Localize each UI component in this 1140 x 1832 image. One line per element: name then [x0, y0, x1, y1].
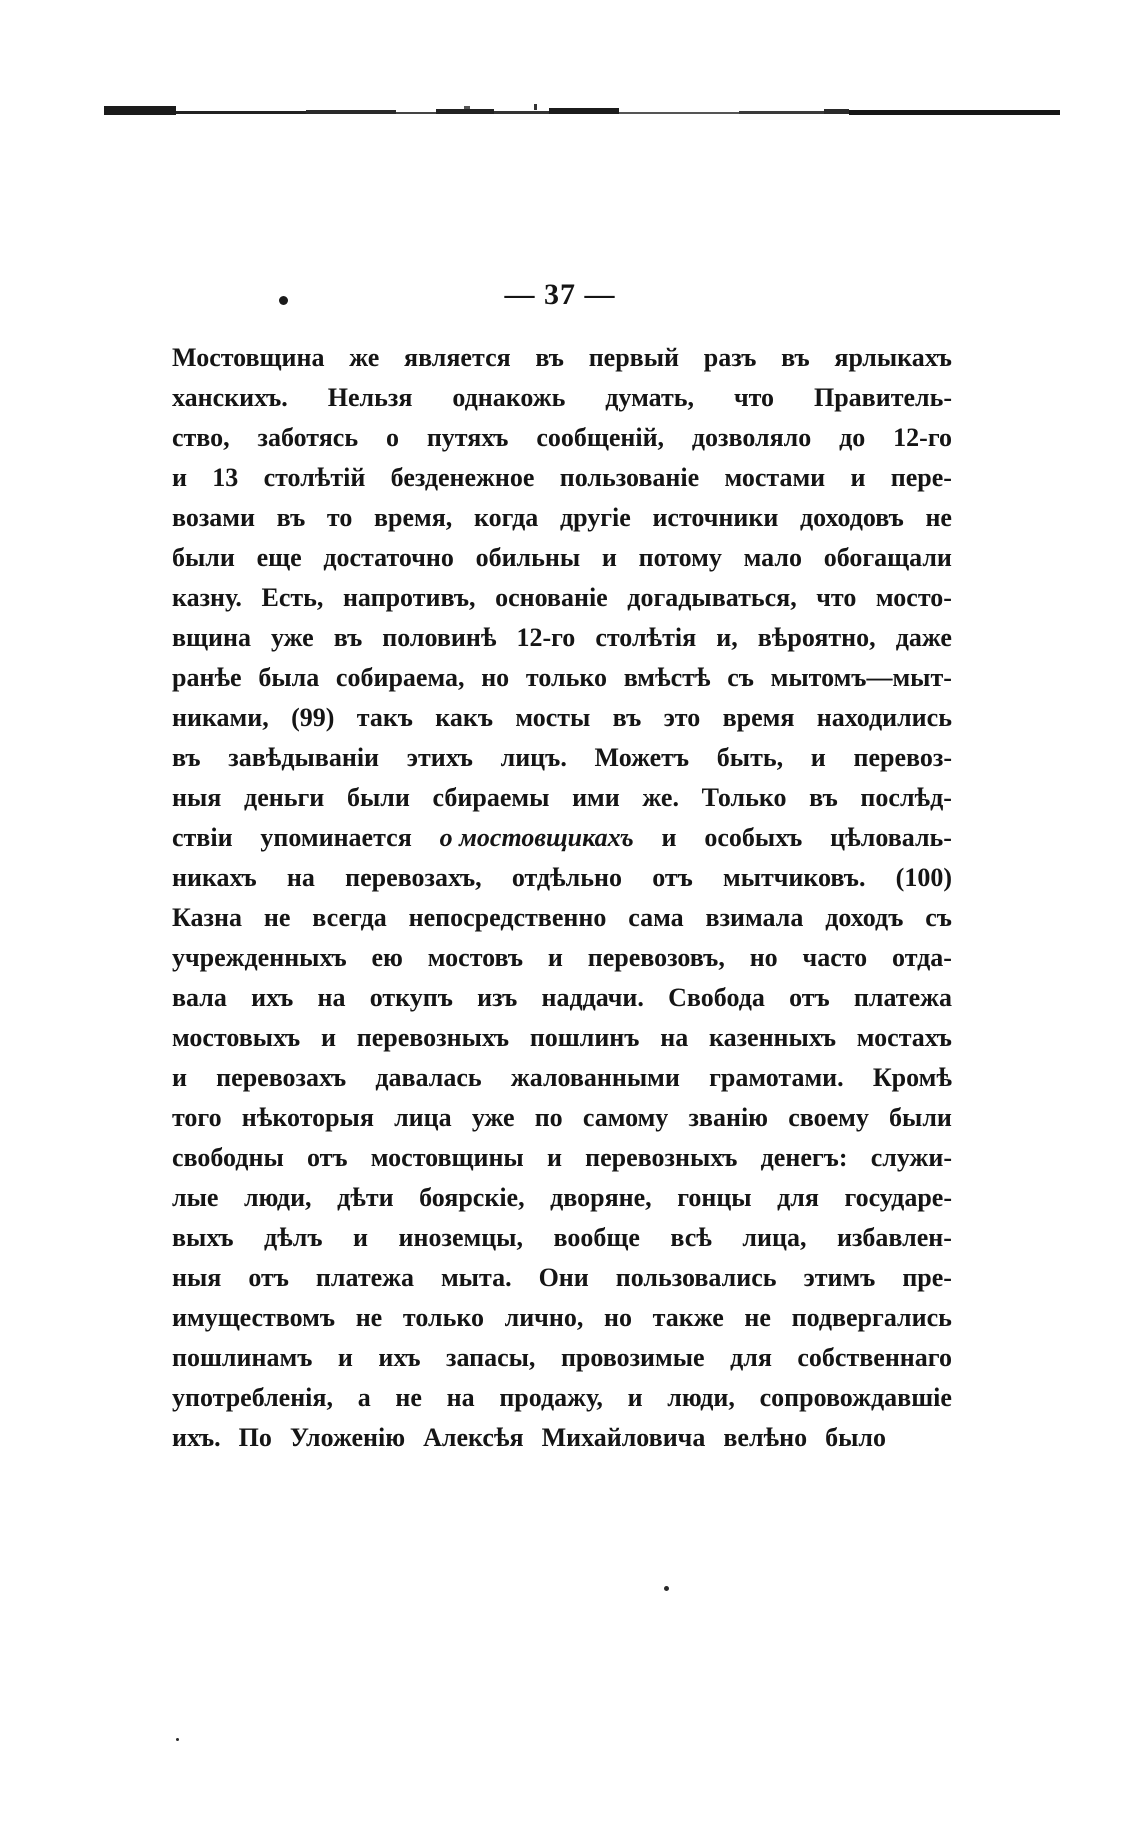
body-text — [172, 338, 952, 1458]
text-line — [172, 1178, 952, 1218]
word: о — [385, 423, 399, 452]
word: основаніе — [495, 583, 608, 612]
word: и — [850, 463, 866, 492]
word: для — [777, 1183, 819, 1212]
word: Мостовщина — [172, 343, 325, 372]
word: своему — [788, 1103, 869, 1132]
word: Михайловича — [541, 1423, 706, 1452]
word: жалованными — [510, 1063, 680, 1092]
word: грамотами. — [709, 1063, 844, 1092]
word: и — [546, 1143, 562, 1172]
scan-speck — [664, 1586, 669, 1591]
word: непосредственно — [408, 903, 607, 932]
word: (99) — [291, 703, 335, 732]
word: свободны — [172, 1143, 284, 1172]
word: ныя — [172, 1263, 222, 1292]
word: до — [839, 423, 866, 452]
word: и — [661, 823, 677, 852]
word: съ — [727, 663, 754, 692]
word: дѣлъ — [264, 1223, 323, 1252]
word: платежа — [853, 983, 952, 1012]
word: мыта. — [440, 1263, 512, 1292]
word: уже — [471, 1103, 515, 1132]
word: цѣловаль- — [830, 823, 952, 852]
word: учрежденныхъ — [172, 943, 347, 972]
word: не — [355, 1303, 383, 1332]
word: послѣд- — [860, 783, 952, 812]
word: Свобода — [668, 983, 765, 1012]
word: является — [404, 343, 511, 372]
word: ханскихъ. — [172, 383, 288, 412]
word: званію — [688, 1103, 769, 1132]
word: вѣроятно, — [757, 623, 876, 652]
word: сообщеній, — [536, 423, 665, 452]
word: обильны — [475, 543, 581, 572]
word: лицъ. — [500, 743, 567, 772]
word: и — [601, 543, 617, 572]
word: 13 — [212, 463, 239, 492]
word: отдѣльно — [511, 863, 622, 892]
page-header — [0, 270, 1140, 320]
word: въ — [276, 503, 306, 532]
word: на — [286, 863, 315, 892]
word: и — [172, 463, 187, 492]
word: перевозовъ, — [587, 943, 725, 972]
word: ярлыкахъ — [834, 343, 952, 372]
word: мосто- — [875, 583, 952, 612]
text-line — [172, 618, 952, 658]
word: люди, — [667, 1383, 735, 1412]
word: по — [534, 1103, 563, 1132]
word: и, — [716, 623, 738, 652]
text-line — [172, 1138, 952, 1178]
word: пользовались — [615, 1263, 777, 1292]
word: подвергались — [791, 1303, 952, 1332]
word: время — [722, 703, 795, 732]
scan-speck — [176, 1738, 179, 1741]
word: 12-го — [516, 623, 576, 652]
word: люди, — [243, 1183, 312, 1212]
word: деньги — [244, 783, 325, 812]
word: избавлен- — [837, 1223, 952, 1252]
word: достаточно — [323, 543, 454, 572]
word: и — [547, 943, 563, 972]
text-line — [172, 658, 952, 698]
word: столѣтій — [263, 463, 366, 492]
word: сопровождавшіе — [759, 1383, 952, 1412]
word: Кромѣ — [872, 1063, 952, 1092]
word: Правитель- — [813, 383, 952, 412]
word: же — [349, 343, 380, 372]
word: даже — [895, 623, 952, 652]
word: имуществомъ — [172, 1303, 336, 1332]
text-line — [172, 1258, 952, 1298]
word: не — [263, 903, 291, 932]
word: 12-го — [893, 423, 952, 452]
word: вала — [172, 983, 227, 1012]
word: дворяне, — [550, 1183, 652, 1212]
word: этимъ — [803, 1263, 876, 1292]
word: но — [481, 663, 510, 692]
word: всегда — [312, 903, 387, 932]
text-line — [172, 738, 952, 778]
word: никахъ — [172, 863, 257, 892]
word: а — [357, 1383, 371, 1412]
word: была — [258, 663, 320, 692]
word: что — [816, 583, 857, 612]
text-line — [172, 538, 952, 578]
word: отъ — [789, 983, 830, 1012]
text-line — [172, 1298, 952, 1338]
word: ныя — [172, 783, 222, 812]
top-border-rule — [104, 104, 1060, 118]
word: когда — [473, 503, 539, 532]
word: давалась — [375, 1063, 482, 1092]
word: ею — [371, 943, 403, 972]
word: только — [402, 1303, 484, 1332]
word: мосты — [515, 703, 591, 732]
word: дѣти — [337, 1183, 394, 1212]
word: лые — [172, 1183, 219, 1212]
word: и — [353, 1223, 369, 1252]
word: ими — [572, 783, 620, 812]
word: еще — [256, 543, 302, 572]
word: путяхъ — [426, 423, 509, 452]
text-line — [172, 978, 952, 1018]
text-line — [172, 858, 952, 898]
word: доходъ — [825, 903, 904, 932]
text-line — [172, 378, 952, 418]
word: какъ — [435, 703, 494, 732]
word: собственнаго — [797, 1343, 952, 1372]
word: Алексѣя — [423, 1423, 524, 1452]
word: для — [730, 1343, 772, 1372]
word: въ — [781, 343, 810, 372]
word: перевоз- — [853, 743, 952, 772]
word: взимала — [705, 903, 804, 932]
word: особыхъ — [704, 823, 803, 852]
word: служи- — [870, 1143, 952, 1172]
word: гонцы — [677, 1183, 752, 1212]
word: боярскіе, — [419, 1183, 525, 1212]
word: мытчиковъ. — [722, 863, 866, 892]
word: денегъ: — [760, 1143, 848, 1172]
word: то — [326, 503, 353, 532]
word: и — [320, 1023, 336, 1052]
word: и — [172, 1063, 187, 1092]
word: съ — [925, 903, 952, 932]
word: Можетъ — [594, 743, 690, 772]
text-line — [172, 1098, 952, 1138]
word: половинѣ — [382, 623, 497, 652]
word: Они — [538, 1263, 589, 1292]
word: пере- — [890, 463, 952, 492]
word: иноземцы, — [398, 1223, 523, 1252]
word: не — [395, 1383, 422, 1412]
text-line — [172, 1218, 952, 1258]
word: не — [744, 1303, 771, 1332]
word: пошлинамъ — [172, 1343, 313, 1372]
word: вщина — [172, 623, 251, 652]
word: часто — [802, 943, 868, 972]
word: пре- — [902, 1263, 952, 1292]
word: отъ — [652, 863, 693, 892]
word: казну. — [172, 583, 242, 612]
word: платежа — [315, 1263, 414, 1292]
word: продажу, — [499, 1383, 603, 1412]
word: ихъ — [378, 1343, 421, 1372]
word: По — [238, 1423, 272, 1452]
word: употребленія, — [172, 1383, 333, 1412]
text-line — [172, 458, 952, 498]
word: въ — [612, 703, 642, 732]
word: уже — [270, 623, 314, 652]
word: ранѣе — [172, 663, 242, 692]
word: были — [346, 783, 410, 812]
text-line — [172, 1378, 952, 1418]
word: думать, — [605, 383, 694, 412]
text-line — [172, 578, 952, 618]
word: перевозныхъ — [356, 1023, 510, 1052]
word: изъ — [477, 983, 518, 1012]
word: ство, — [172, 423, 230, 452]
word: на — [446, 1383, 475, 1412]
word: но — [603, 1303, 632, 1332]
word: того — [172, 1103, 222, 1132]
text-line — [172, 418, 952, 458]
word: въ — [809, 783, 838, 812]
word: ихъ. — [172, 1423, 221, 1452]
word: и — [627, 1383, 643, 1412]
word: были — [172, 543, 235, 572]
word: никами, — [172, 703, 269, 732]
word: мостами — [724, 463, 826, 492]
word: лично, — [504, 1303, 584, 1332]
word: догадываться, — [627, 583, 797, 612]
text-line — [172, 818, 952, 858]
word: мостовщины — [370, 1143, 524, 1172]
word: завѣдываніи — [228, 743, 380, 772]
word: ствіи — [172, 823, 233, 852]
page-number: — 37 — — [504, 278, 616, 311]
word: упоминается — [260, 823, 412, 852]
word: находились — [816, 703, 952, 732]
text-line — [172, 498, 952, 538]
word: (100) — [895, 863, 952, 892]
word: сбираемы — [432, 783, 550, 812]
word: дозволяло — [691, 423, 812, 452]
word: время, — [373, 503, 453, 532]
word: лица — [394, 1103, 452, 1132]
word: отда- — [892, 943, 952, 972]
word: мостахъ — [856, 1023, 952, 1052]
word: въ — [333, 623, 363, 652]
word: не — [925, 503, 952, 532]
word: мостовыхъ — [172, 1023, 301, 1052]
word: это — [663, 703, 701, 732]
text-line — [172, 778, 952, 818]
word: этихъ — [406, 743, 473, 772]
word: самому — [582, 1103, 669, 1132]
word: вмѣстѣ — [623, 663, 711, 692]
word: столѣтія — [595, 623, 697, 652]
text-line — [172, 938, 952, 978]
word: вообще — [553, 1223, 640, 1252]
word: ихъ — [251, 983, 294, 1012]
text-line — [172, 1018, 952, 1058]
text-line — [172, 698, 952, 738]
word: другіе — [559, 503, 631, 532]
text-line — [172, 1418, 952, 1458]
word: на — [317, 983, 346, 1012]
word: было — [825, 1423, 887, 1452]
word: обогащали — [823, 543, 952, 572]
word: но — [749, 943, 778, 972]
word: Казна — [172, 903, 242, 932]
word: Уложенію — [289, 1423, 406, 1452]
text-line — [172, 338, 952, 378]
word: первый — [588, 343, 680, 372]
word: источники — [652, 503, 779, 532]
word: перевозныхъ — [585, 1143, 738, 1172]
print-mark-dot — [279, 296, 288, 305]
text-line — [172, 898, 952, 938]
word: пользованіе — [559, 463, 700, 492]
word: собираема, — [335, 663, 465, 692]
word: быть, — [716, 743, 784, 772]
word: сама — [628, 903, 684, 932]
word: наддачи. — [541, 983, 644, 1012]
word: разъ — [703, 343, 757, 372]
word: въ — [535, 343, 564, 372]
word: лица, — [742, 1223, 807, 1252]
word: такъ — [356, 703, 413, 732]
word: перевозахъ — [216, 1063, 347, 1092]
word: мало — [743, 543, 802, 572]
word: велѣно — [723, 1423, 808, 1452]
word: Только — [701, 783, 787, 812]
word: провозимые — [560, 1343, 705, 1372]
word: возами — [172, 503, 256, 532]
word: отъ — [248, 1263, 289, 1292]
word: только — [525, 663, 607, 692]
word: пошлинъ — [529, 1023, 640, 1052]
word: выхъ — [172, 1223, 234, 1252]
word: отъ — [306, 1143, 348, 1172]
word: заботясь — [257, 423, 359, 452]
word: всѣ — [670, 1223, 712, 1252]
word: также — [652, 1303, 724, 1332]
word: и — [337, 1343, 353, 1372]
word: запасы, — [446, 1343, 536, 1372]
word: были — [889, 1103, 952, 1132]
text-line — [172, 1058, 952, 1098]
word: перевозахъ, — [345, 863, 482, 892]
word: безденежное — [390, 463, 535, 492]
word: и — [810, 743, 826, 772]
word: о мостовщикахъ — [439, 823, 634, 852]
word: что — [733, 383, 775, 412]
word: Есть, — [261, 583, 324, 612]
text-line — [172, 1338, 952, 1378]
word: казенныхъ — [709, 1023, 837, 1052]
word: Нельзя — [327, 383, 413, 412]
word: же. — [642, 783, 679, 812]
word: нѣкоторыя — [241, 1103, 374, 1132]
word: государе- — [844, 1183, 952, 1212]
word: мостовъ — [427, 943, 524, 972]
word: на — [660, 1023, 689, 1052]
word: доходовъ — [799, 503, 904, 532]
word: однакожь — [452, 383, 566, 412]
word: откупъ — [369, 983, 453, 1012]
word: напротивъ, — [342, 583, 476, 612]
word: мытомъ—мыт- — [770, 663, 952, 692]
word: въ — [172, 743, 201, 772]
word: потому — [638, 543, 722, 572]
